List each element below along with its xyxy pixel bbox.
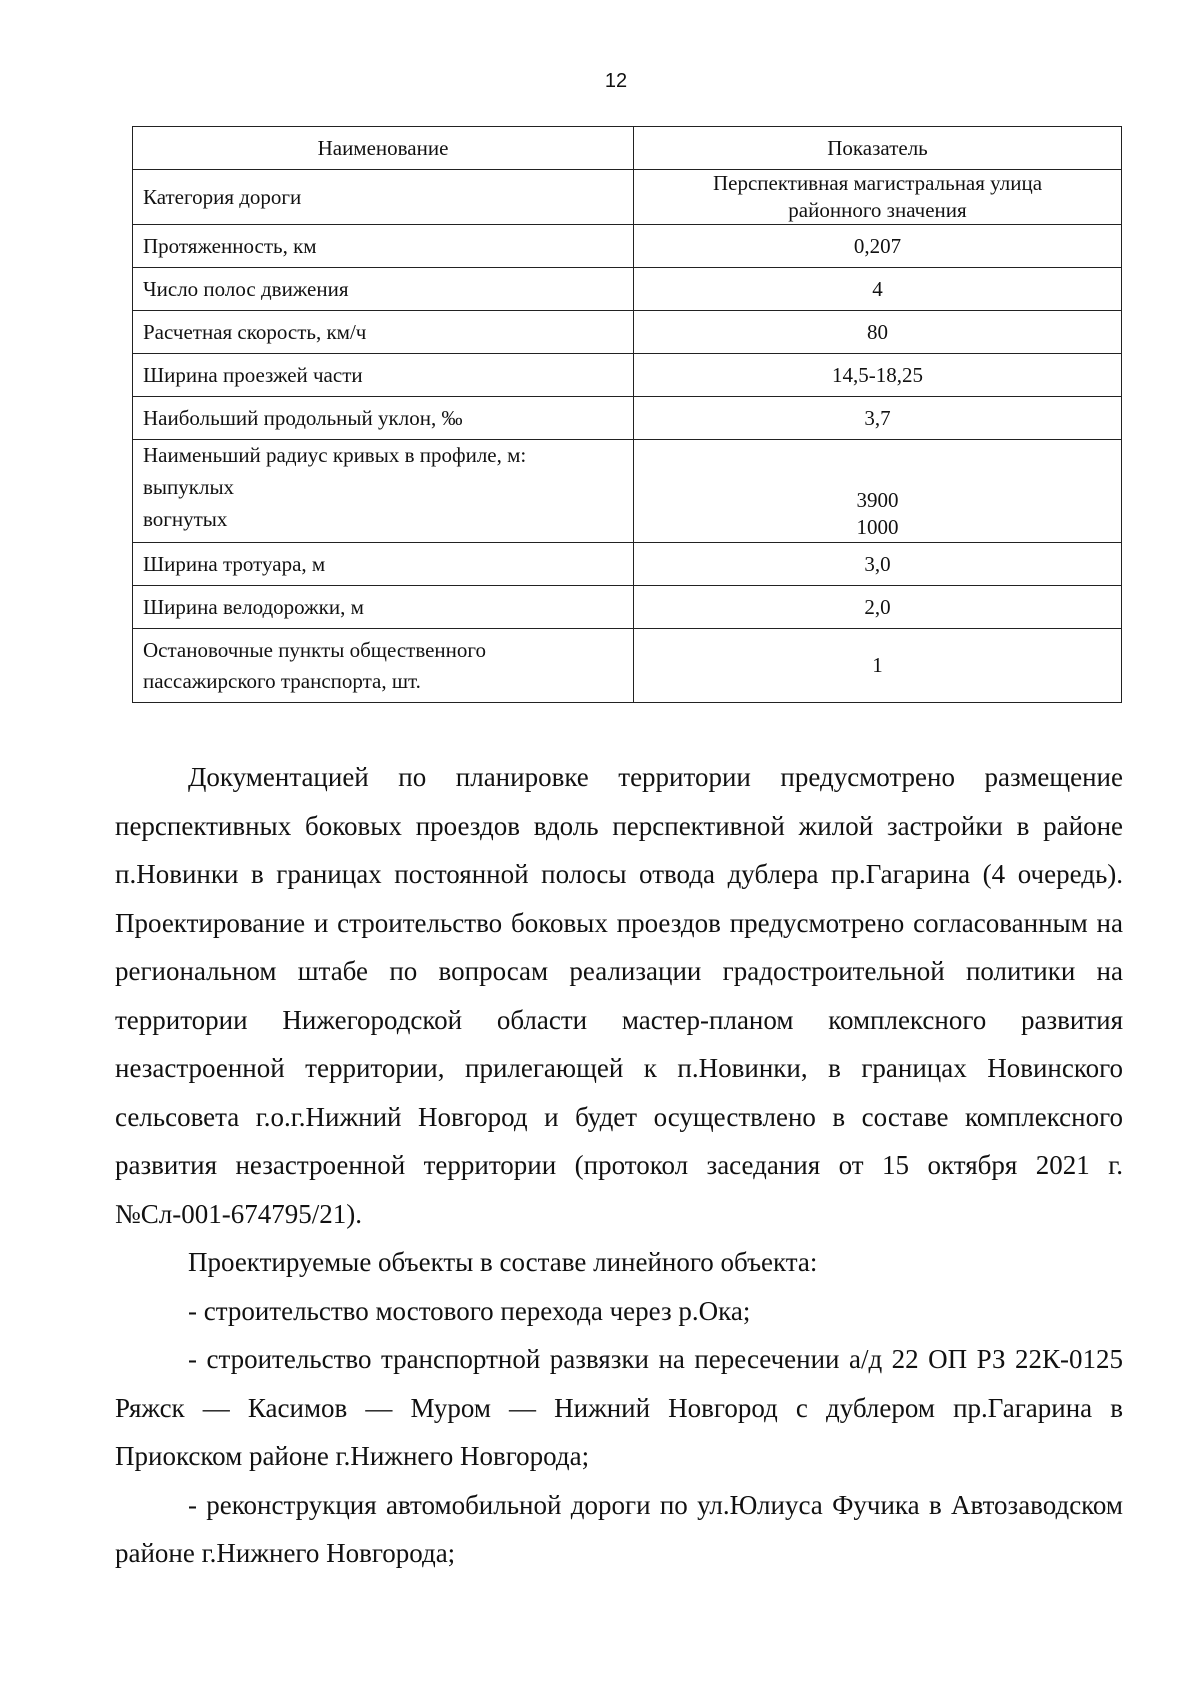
row-value-line: районного значения bbox=[788, 198, 967, 222]
row-name: Расчетная скорость, км/ч bbox=[133, 311, 634, 354]
row-value-line: 3900 bbox=[856, 488, 899, 512]
table-row bbox=[133, 170, 1122, 225]
row-name: Наибольший продольный уклон, ‰ bbox=[133, 397, 634, 440]
page-number: 12 bbox=[604, 70, 628, 92]
table-row bbox=[133, 397, 1122, 440]
table-row bbox=[133, 440, 1122, 543]
table-row bbox=[133, 543, 1122, 586]
row-value: 80 bbox=[634, 311, 1122, 354]
table-row bbox=[133, 225, 1122, 268]
row-name-line: выпуклых bbox=[143, 475, 235, 499]
row-name-line: Остановочные пункты общественного bbox=[143, 637, 487, 662]
row-value-line: Перспективная магистральная улица bbox=[712, 171, 1043, 195]
row-value bbox=[634, 440, 1122, 543]
row-value: 1 bbox=[634, 629, 1122, 703]
row-name-line: пассажирского транспорта, шт. bbox=[143, 668, 421, 693]
row-value: 3,0 bbox=[634, 543, 1122, 586]
paragraph: Документацией по планировке территории предусмотрено размещение перспективных боковых проездов вдоль перспективной жилой застройки в районе п.Новинки в границах постоянной полосы отвода дублера пр.Гагарина (4 очередь). Проектирование и строительство боковых проездов предусмотрено согласованным на региональном штабе по вопросам реализации градостроительной политики на территории Нижегородской области мастер-планом комплексного развития незастроенной территории, прилегающей к п.Новинки, в границах Новинского сельсовета г.о.г.Нижний Новгород и будет осуществлено в составе комплексного развития незастроенной территории (протокол заседания от 15 октября 2021 г. №Сл-001-674795/21). bbox=[115, 762, 1123, 1229]
row-value: 0,207 bbox=[634, 225, 1122, 268]
header-name: Наименование bbox=[133, 127, 634, 170]
row-value: 4 bbox=[634, 268, 1122, 311]
parameters-table bbox=[132, 126, 1122, 703]
table-row bbox=[133, 629, 1122, 703]
paragraph: - реконструкция автомобильной дороги по ул.Юлиуса Фучика в Автозаводском районе г.Нижнего Новгорода; bbox=[115, 1489, 1123, 1568]
paragraph: - строительство мостового перехода через р.Ока; bbox=[188, 1295, 751, 1326]
row-name: Ширина велодорожки, м bbox=[133, 586, 634, 629]
table-row bbox=[133, 586, 1122, 629]
row-value: 14,5-18,25 bbox=[634, 354, 1122, 397]
row-name: Протяженность, км bbox=[133, 225, 634, 268]
row-name: Число полос движения bbox=[133, 268, 634, 311]
row-name bbox=[133, 440, 634, 543]
table-row bbox=[133, 354, 1122, 397]
paragraph: Проектируемые объекты в составе линейного объекта: bbox=[188, 1247, 818, 1277]
table-header-row bbox=[133, 127, 1122, 170]
row-name-line: вогнутых bbox=[143, 507, 228, 531]
row-name: Категория дороги bbox=[133, 170, 634, 225]
body-text bbox=[115, 753, 1123, 1578]
row-name-line: Наименьший радиус кривых в профиле, м: bbox=[143, 443, 527, 467]
row-name: Ширина тротуара, м bbox=[133, 543, 634, 586]
row-value: 2,0 bbox=[634, 586, 1122, 629]
row-name: Ширина проезжей части bbox=[133, 354, 634, 397]
row-value-line: 1000 bbox=[856, 515, 899, 539]
row-name bbox=[133, 629, 634, 703]
header-value: Показатель bbox=[634, 127, 1122, 170]
paragraph: - строительство транспортной развязки на пересечении а/д 22 ОП РЗ 22К-0125 Ряжск — Касимов — Муром — Нижний Новгород с дублером пр.Гагарина в Приокском районе г.Нижнего Новгорода; bbox=[115, 1344, 1123, 1471]
table-row bbox=[133, 268, 1122, 311]
row-value: 3,7 bbox=[634, 397, 1122, 440]
row-value bbox=[634, 170, 1122, 225]
table-row bbox=[133, 311, 1122, 354]
